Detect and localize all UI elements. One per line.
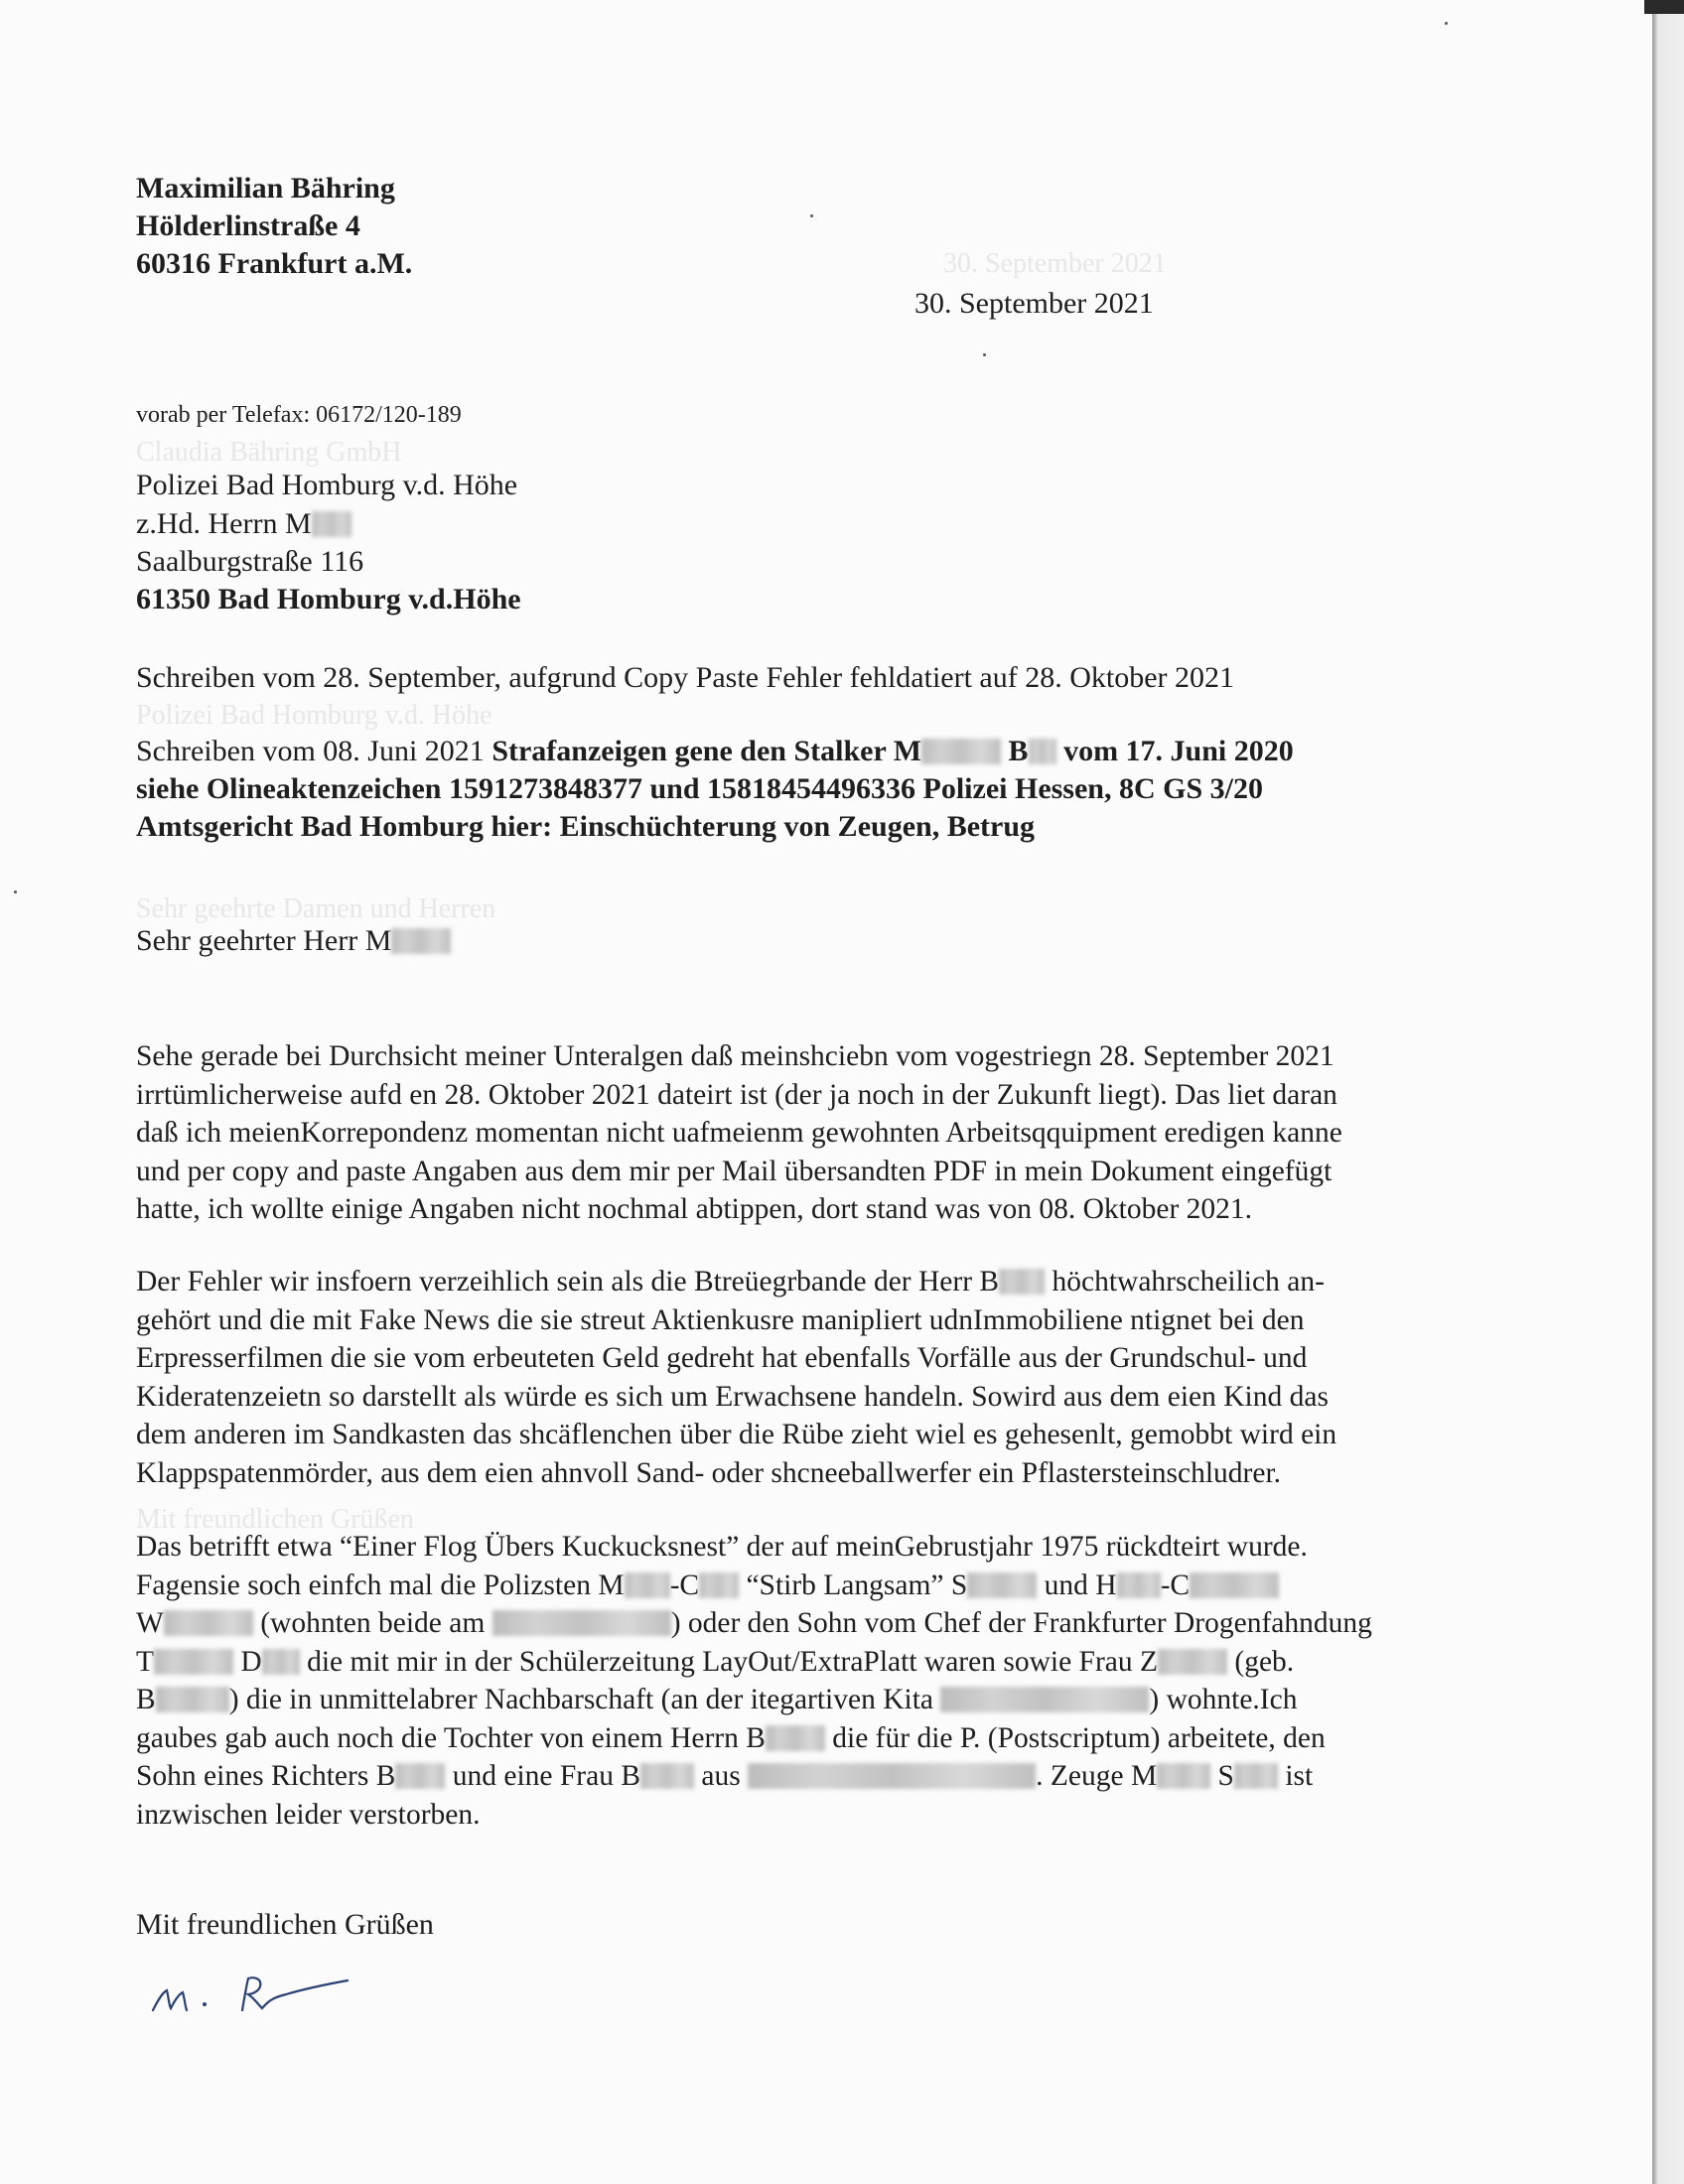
paragraph-text: gaubes gab auch noch die Tochter von einem Herrn B — [136, 1721, 766, 1754]
bleed-through-line: Sehr geehrte Damen und Herren — [136, 893, 496, 924]
paragraph-line — [136, 1643, 1514, 1682]
redaction-block — [1029, 739, 1056, 764]
paragraph-text: ) die in unmittelabrer Nachbarschaft (an der itegartiven Kita — [228, 1684, 941, 1715]
recipient-attn-text: z.Hd. Herrn M — [136, 507, 312, 540]
paragraph-text: ist — [1277, 1760, 1314, 1792]
paragraph-line: Klappspatenmörder, aus dem eien ahnvoll Sand- oder shcneeballwerfer ein Pflastersteinschludrer. — [136, 1456, 1282, 1489]
paragraph-line: Erpresserfilmen die sie vom erbeuteten Geld gedreht hat ebenfalls Vorfälle aus der Grundschul- und — [136, 1342, 1308, 1374]
reference-line-1: Schreiben vom 28. September, aufgrund Copy Paste Fehler fehldatiert auf 28. Oktober 2021 — [136, 661, 1235, 694]
reference-line-2-bold: B — [1001, 735, 1029, 767]
scan-speck — [983, 353, 986, 356]
paragraph-line — [136, 1263, 1514, 1301]
redaction-block — [625, 1572, 670, 1598]
scan-speck — [810, 214, 813, 217]
paragraph-line: inzwischen leider verstorben. — [136, 1798, 481, 1831]
paragraph-line: irrtümlicherweise aufd en 28. Oktober 2021 dateirt ist (der ja noch in der Zukunft liegt). Das liet daran — [136, 1078, 1337, 1111]
recipient-city: 61350 Bad Homburg v.d.Höhe — [136, 583, 521, 615]
paragraph-text: (geb. — [1227, 1645, 1295, 1678]
salutation — [136, 922, 451, 960]
paragraph-line: Kideratenzeietn so darstellt als würde es sich um Erwachsene handeln. Sowird aus dem eien Kind das — [136, 1380, 1329, 1413]
paragraph-text: T — [136, 1645, 155, 1678]
redaction-block — [1157, 1763, 1210, 1789]
scan-edge — [1652, 0, 1684, 2184]
paragraph-line — [136, 1757, 1514, 1796]
paragraph-line: Das betrifft etwa “Einer Flog Übers Kuckucksnest” der auf meinGebrustjahr 1975 rückdteirt wurde. — [136, 1531, 1308, 1563]
paragraph-text: D — [233, 1645, 262, 1678]
redaction-block — [395, 1763, 445, 1789]
recipient-org: Polizei Bad Homburg v.d. Höhe — [136, 469, 518, 501]
redaction-block — [156, 1687, 229, 1712]
paragraph-text: -C — [669, 1569, 700, 1601]
paragraph-text: S — [1210, 1760, 1234, 1792]
body-paragraph-1 — [136, 1037, 1514, 1229]
reference-line-2 — [136, 733, 1294, 770]
redaction-block — [921, 739, 1001, 764]
letter-date: 30. September 2021 — [914, 287, 1154, 320]
redaction-block — [1190, 1572, 1279, 1598]
paragraph-line: gehört und die mit Fake News die sie streut Aktienkusre manipliert udnImmobiliene ntignet bei den — [136, 1303, 1305, 1336]
paragraph-line — [136, 1604, 1514, 1643]
reference-line-2-bold: Strafanzeigen gene den Stalker M — [491, 735, 922, 767]
handwritten-signature — [147, 1971, 360, 2020]
fax-note: vorab per Telefax: 06172/120-189 — [136, 402, 462, 428]
paragraph-text: höchtwahrscheilich an- — [1045, 1266, 1325, 1297]
bleed-through-line: Mit freundlichen Grüßen — [136, 1504, 414, 1535]
paragraph-text: W — [136, 1607, 164, 1639]
paragraph-text: ) oder den Sohn vom Chef der Frankfurter Drogenfahndung — [670, 1607, 1372, 1639]
paragraph-text: aus — [694, 1760, 749, 1792]
redaction-block — [699, 1572, 739, 1598]
redaction-block — [154, 1649, 233, 1675]
redaction-block — [766, 1725, 825, 1751]
paragraph-line: dem anderen im Sandkasten das shcäflenchen über die Rübe zieht wiel es gehesenlt, gemobbt wird ein — [136, 1419, 1337, 1450]
paragraph-text: -C — [1160, 1569, 1191, 1601]
paragraph-text: (wohnten beide am — [252, 1607, 492, 1639]
closing: Mit freundlichen Grüßen — [136, 1908, 434, 1941]
body-paragraph-3 — [136, 1528, 1514, 1834]
redaction-block — [640, 1763, 694, 1789]
recipient-attn — [136, 505, 351, 543]
paragraph-text: Sohn eines Richters B — [136, 1760, 396, 1792]
sender-street: Hölderlinstraße 4 — [136, 209, 360, 242]
paragraph-line: Sehe gerade bei Durchsicht meiner Unteralgen daß meinshciebn vom vogestriegn 28. September 2021 — [136, 1040, 1334, 1072]
bleed-through-line: Polizei Bad Homburg v.d. Höhe — [136, 700, 492, 731]
paragraph-text: die für die P. (Postscriptum) arbeitete, den — [824, 1721, 1326, 1754]
scan-speck — [1445, 22, 1448, 25]
redaction-block — [492, 1610, 671, 1636]
salutation-text: Sehr geehrter Herr M — [136, 924, 392, 957]
redaction-block — [1158, 1649, 1227, 1675]
scan-edge-corner — [1644, 0, 1684, 14]
paragraph-line — [136, 1681, 1514, 1719]
reference-line-3: siehe Olineaktenzeichen 1591273848377 und 15818454496336 Polizei Hessen, 8C GS 3/20 — [136, 772, 1264, 805]
reference-line-2-bold: vom 17. Juni 2020 — [1055, 735, 1294, 767]
paragraph-text: und H — [1037, 1569, 1117, 1601]
bleed-through-date: 30. September 2021 — [943, 248, 1167, 279]
recipient-street: Saalburgstraße 116 — [136, 545, 364, 578]
redaction-block — [940, 1687, 1149, 1712]
paragraph-text: Der Fehler wir insfoern verzeihlich sein als die Btreüegrbande der Herr B — [136, 1266, 1000, 1297]
body-paragraph-2 — [136, 1263, 1514, 1492]
paragraph-line — [136, 1719, 1514, 1758]
reference-line-4: Amtsgericht Bad Homburg hier: Einschüchterung von Zeugen, Betrug — [136, 810, 1036, 843]
paragraph-text: Fagensie soch einfch mal die Polizsten M — [136, 1569, 625, 1601]
redaction-block — [164, 1610, 253, 1636]
paragraph-text: . Zeuge M — [1036, 1760, 1158, 1792]
redaction-block — [748, 1763, 1036, 1789]
paragraph-text: “Stirb Langsam” S — [739, 1569, 968, 1601]
bleed-through-line: Claudia Bähring GmbH — [136, 437, 402, 468]
paragraph-line: hatte, ich wollte einige Angaben nicht nochmal abtippen, dort stand was von 08. Oktober 2021. — [136, 1193, 1253, 1225]
sender-name: Maximilian Bähring — [136, 172, 395, 205]
redaction-block — [312, 511, 351, 537]
reference-line-2-plain: Schreiben vom 08. Juni 2021 — [136, 735, 492, 767]
paragraph-line — [136, 1567, 1514, 1605]
paragraph-text: ) wohnte.Ich — [1149, 1684, 1298, 1715]
paragraph-line: daß ich meienKorrepondenz momentan nicht uafmeienm gewohnten Arbeitsqquipment eredigen kanne — [136, 1117, 1342, 1149]
redaction-block — [262, 1649, 300, 1675]
redaction-block — [1117, 1572, 1161, 1598]
redaction-block — [967, 1572, 1037, 1598]
paragraph-text: und eine Frau B — [445, 1760, 641, 1792]
redaction-block — [999, 1269, 1045, 1295]
sender-city: 60316 Frankfurt a.M. — [136, 247, 413, 280]
scan-speck — [14, 890, 17, 893]
redaction-block — [391, 928, 451, 954]
redaction-block — [1234, 1763, 1278, 1789]
paragraph-line: und per copy and paste Angaben aus dem mir per Mail übersandten PDF in mein Dokument eingefügt — [136, 1155, 1333, 1187]
paragraph-text: die mit mir in der Schülerzeitung LayOut/ExtraPlatt waren sowie Frau Z — [299, 1645, 1159, 1678]
paragraph-text: B — [136, 1684, 156, 1715]
